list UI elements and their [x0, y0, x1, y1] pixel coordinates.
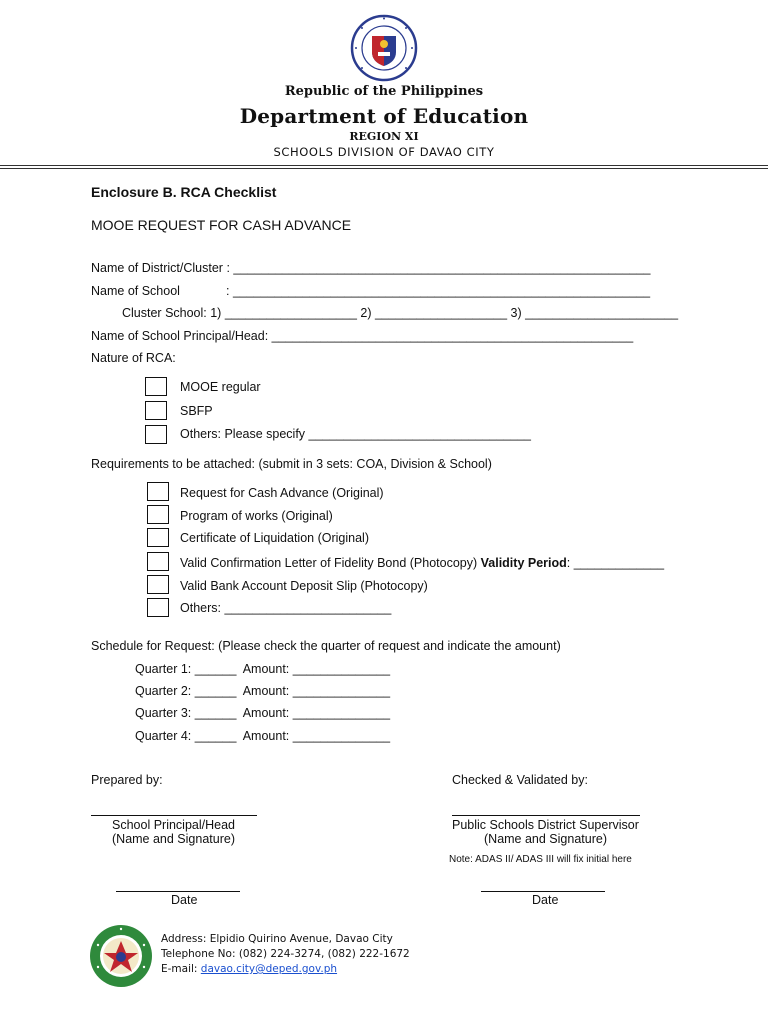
region-heading: REGION XI — [349, 130, 419, 143]
principal-sub: (Name and Signature) — [112, 832, 235, 846]
req-cash-advance: Request for Cash Advance (Original) — [180, 486, 384, 500]
req-liquidation: Certificate of Liquidation (Original) — [180, 531, 369, 545]
option-sbfp: SBFP — [180, 404, 213, 418]
principal-signature-line[interactable] — [91, 815, 257, 816]
req-fidelity-bond — [180, 556, 664, 570]
checkbox-nature-others[interactable] — [145, 425, 167, 444]
header-divider-second — [0, 168, 768, 169]
supervisor-sub: (Name and Signature) — [484, 832, 607, 846]
checkbox-sbfp[interactable] — [145, 401, 167, 420]
footer-email-label: E-mail: — [161, 963, 201, 975]
date-label-right: Date — [532, 893, 559, 907]
form-title: MOOE REQUEST FOR CASH ADVANCE — [91, 217, 352, 233]
date-label-left: Date — [171, 893, 198, 907]
district-field[interactable]: Name of District/Cluster : ____________________________________________________________ — [91, 261, 651, 275]
quarter-4-row[interactable]: Quarter 4: ______ Amount: ______________ — [135, 729, 391, 743]
checkbox-req-fidelity-bond[interactable] — [147, 552, 169, 571]
cluster-school-field[interactable]: Cluster School: 1) ___________________ 2) ___________________ 3) ______________________ — [122, 306, 679, 320]
req-bank-deposit: Valid Bank Account Deposit Slip (Photocopy) — [180, 579, 428, 593]
validity-period-label: Validity Period — [480, 556, 567, 570]
quarter-3-row[interactable]: Quarter 3: ______ Amount: ______________ — [135, 706, 391, 720]
republic-heading: Republic of the Philippines — [284, 84, 484, 99]
req-program-of-works: Program of works (Original) — [180, 509, 333, 523]
date-line-left[interactable] — [116, 891, 240, 892]
option-nature-others[interactable]: Others: Please specify ________________________________ — [180, 427, 531, 441]
footer-telephone: Telephone No: (082) 224-3274, (082) 222-1672 — [161, 948, 410, 960]
fidelity-bond-text: Valid Confirmation Letter of Fidelity Bond (Photocopy) — [180, 556, 478, 570]
footer-email-row — [161, 963, 337, 975]
checkbox-req-bank-deposit[interactable] — [147, 575, 169, 594]
prepared-by-label: Prepared by: — [91, 773, 163, 787]
footer-email-link[interactable]: davao.city@deped.gov.ph — [200, 963, 338, 975]
checkbox-req-cash-advance[interactable] — [147, 482, 169, 501]
department-heading: Department of Education — [239, 104, 529, 128]
quarter-1-row[interactable]: Quarter 1: ______ Amount: ______________ — [135, 662, 391, 676]
checkbox-mooe-regular[interactable] — [145, 377, 167, 396]
schedule-label: Schedule for Request: (Please check the quarter of request and indicate the amount) — [91, 639, 561, 653]
supervisor-signature-line[interactable] — [452, 815, 640, 816]
school-field[interactable]: : ____________________________________________________________ — [226, 284, 651, 298]
school-field-label: Name of School — [91, 284, 180, 298]
checked-by-label: Checked & Validated by: — [452, 773, 588, 787]
checkbox-req-program-of-works[interactable] — [147, 505, 169, 524]
req-others[interactable]: Others: ________________________ — [180, 601, 392, 615]
principal-field[interactable]: Name of School Principal/Head: ____________________________________________________ — [91, 329, 634, 343]
validity-period-field[interactable]: : _____________ — [566, 556, 665, 570]
enclosure-title: Enclosure B. RCA Checklist — [91, 184, 277, 200]
requirements-label: Requirements to be attached: (submit in 3 sets: COA, Division & School) — [91, 457, 492, 471]
deped-seal-logo — [350, 14, 418, 82]
quarter-2-row[interactable]: Quarter 2: ______ Amount: ______________ — [135, 684, 391, 698]
adas-note: Note: ADAS II/ ADAS III will fix initial here — [449, 854, 632, 865]
checkbox-req-others[interactable] — [147, 598, 169, 617]
principal-title: School Principal/Head — [112, 818, 235, 832]
date-line-right[interactable] — [481, 891, 605, 892]
footer-address: Address: Elpidio Quirino Avenue, Davao City — [161, 933, 393, 945]
option-mooe-regular: MOOE regular — [180, 380, 261, 394]
checkbox-req-liquidation[interactable] — [147, 528, 169, 547]
davao-city-division-logo — [88, 923, 154, 989]
division-heading: SCHOOLS DIVISION OF DAVAO CITY — [273, 145, 495, 159]
supervisor-title: Public Schools District Supervisor — [452, 818, 639, 832]
nature-label: Nature of RCA: — [91, 351, 176, 365]
header-divider — [0, 165, 768, 166]
